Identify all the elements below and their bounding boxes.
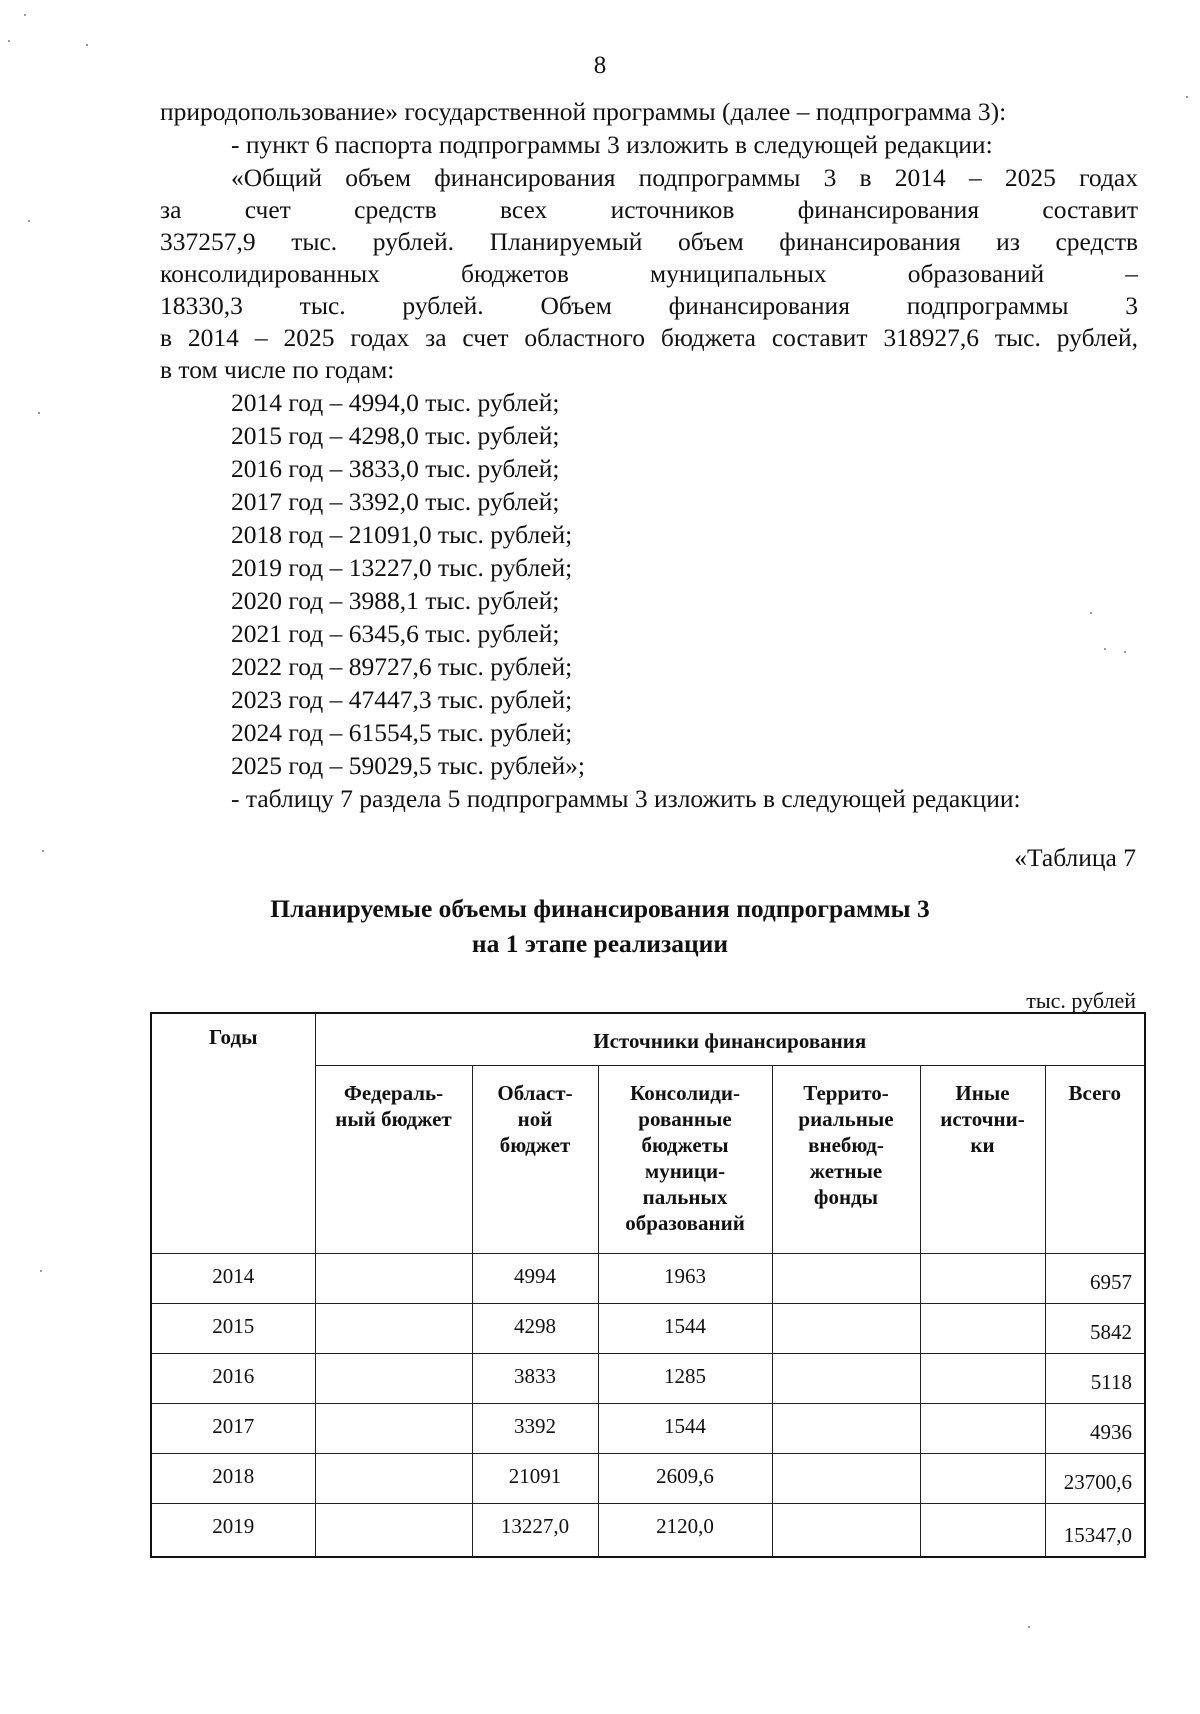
para-line-6: в 2014 – 2025 годах за счет областного бюджета составит 318927,6 тыс. рублей, — [160, 323, 1138, 352]
intro-line: природопользование» государственной программы (далее – подпрограмма 3): — [160, 97, 1007, 126]
table-row — [151, 1503, 1145, 1557]
cell-other — [920, 1303, 1045, 1353]
scan-speck — [28, 220, 30, 222]
year-item: 2025 год – 59029,5 тыс. рублей»; — [231, 751, 585, 780]
header-regional: Област- ной бюджет — [472, 1065, 598, 1253]
table-row — [151, 1353, 1145, 1403]
cell-total: 6957 — [1045, 1253, 1145, 1303]
cell-other — [920, 1403, 1045, 1453]
cell-other — [920, 1453, 1045, 1503]
cell-territorial — [772, 1303, 920, 1353]
cell-regional: 3392 — [472, 1403, 598, 1453]
cell-regional: 13227,0 — [472, 1503, 598, 1557]
para-line-7: в том числе по годам: — [160, 355, 395, 384]
cell-other — [920, 1503, 1045, 1557]
cell-year: 2015 — [151, 1303, 315, 1353]
header-municipal: Консолиди- рованные бюджеты муници- пальных образований — [598, 1065, 772, 1253]
para-line-4: консолидированных бюджетов муниципальных образований – — [160, 259, 1138, 288]
year-item: 2014 год – 4994,0 тыс. рублей; — [231, 388, 560, 417]
cell-municipal: 1544 — [598, 1303, 772, 1353]
header-sources: Источники финансирования — [315, 1013, 1145, 1065]
header-total: Всего — [1045, 1065, 1145, 1253]
financing-table — [150, 1012, 1146, 1558]
cell-municipal: 2120,0 — [598, 1503, 772, 1557]
cell-municipal: 2609,6 — [598, 1453, 772, 1503]
cell-federal — [315, 1453, 472, 1503]
scan-speck — [40, 1270, 42, 1272]
cell-regional: 4298 — [472, 1303, 598, 1353]
cell-total: 15347,0 — [1045, 1503, 1145, 1557]
cell-federal — [315, 1503, 472, 1557]
header-row-1 — [151, 1013, 1145, 1065]
cell-territorial — [772, 1403, 920, 1453]
table-intro: - таблицу 7 раздела 5 подпрограммы 3 изложить в следующей редакции: — [231, 784, 1021, 813]
scan-speck — [86, 44, 88, 46]
scan-speck — [1186, 96, 1188, 98]
cell-total: 5842 — [1045, 1303, 1145, 1353]
cell-other — [920, 1253, 1045, 1303]
para-line-2: за счет средств всех источников финансирования составит — [160, 195, 1138, 224]
cell-federal — [315, 1403, 472, 1453]
cell-year: 2017 — [151, 1403, 315, 1453]
cell-federal — [315, 1253, 472, 1303]
cell-regional: 21091 — [472, 1453, 598, 1503]
scan-speck — [38, 412, 40, 414]
scan-speck — [8, 40, 10, 42]
cell-year: 2019 — [151, 1503, 315, 1557]
year-item: 2017 год – 3392,0 тыс. рублей; — [231, 487, 560, 516]
cell-municipal: 1544 — [598, 1403, 772, 1453]
table-title-line-1: Планируемые объемы финансирования подпрограммы 3 — [270, 894, 930, 923]
year-item: 2022 год – 89727,6 тыс. рублей; — [231, 652, 573, 681]
cell-regional: 4994 — [472, 1253, 598, 1303]
cell-federal — [315, 1303, 472, 1353]
table-row — [151, 1303, 1145, 1353]
cell-territorial — [772, 1503, 920, 1557]
cell-year: 2016 — [151, 1353, 315, 1403]
para-line-5: 18330,3 тыс. рублей. Объем финансирования подпрограммы 3 — [160, 291, 1138, 320]
table-row — [151, 1403, 1145, 1453]
cell-municipal: 1963 — [598, 1253, 772, 1303]
scan-speck — [1090, 612, 1092, 614]
table-title-line-2: на 1 этапе реализации — [471, 929, 729, 958]
cell-year: 2014 — [151, 1253, 315, 1303]
cell-federal — [315, 1353, 472, 1403]
cell-territorial — [772, 1253, 920, 1303]
header-other: Иные источни- ки — [920, 1065, 1045, 1253]
scan-speck — [1104, 648, 1106, 650]
year-item: 2018 год – 21091,0 тыс. рублей; — [231, 520, 573, 549]
cell-year: 2018 — [151, 1453, 315, 1503]
year-item: 2024 год – 61554,5 тыс. рублей; — [231, 718, 573, 747]
cell-total: 5118 — [1045, 1353, 1145, 1403]
para-line-1: «Общий объем финансирования подпрограммы 3 в 2014 – 2025 годах — [231, 163, 1138, 192]
table-label: «Таблица 7 — [1014, 843, 1136, 872]
cell-territorial — [772, 1453, 920, 1503]
page-number: 8 — [593, 52, 607, 79]
header-territorial: Террито- риальные внебюд- жетные фонды — [772, 1065, 920, 1253]
scan-speck — [1028, 1626, 1030, 1628]
cell-municipal: 1285 — [598, 1353, 772, 1403]
scan-speck — [42, 850, 44, 852]
cell-other — [920, 1353, 1045, 1403]
table-row — [151, 1453, 1145, 1503]
scan-speck — [24, 14, 26, 16]
scan-speck — [1124, 651, 1126, 653]
cell-total: 23700,6 — [1045, 1453, 1145, 1503]
year-item: 2023 год – 47447,3 тыс. рублей; — [231, 685, 573, 714]
year-item: 2021 год – 6345,6 тыс. рублей; — [231, 619, 560, 648]
cell-regional: 3833 — [472, 1353, 598, 1403]
header-years: Годы — [151, 1013, 315, 1253]
cell-total: 4936 — [1045, 1403, 1145, 1453]
year-item: 2015 год – 4298,0 тыс. рублей; — [231, 421, 560, 450]
item-line: - пункт 6 паспорта подпрограммы 3 изложить в следующей редакции: — [231, 130, 993, 159]
cell-territorial — [772, 1353, 920, 1403]
para-line-3: 337257,9 тыс. рублей. Планируемый объем финансирования из средств — [160, 227, 1138, 256]
header-federal: Федераль- ный бюджет — [315, 1065, 472, 1253]
year-item: 2016 год – 3833,0 тыс. рублей; — [231, 454, 560, 483]
table-row — [151, 1253, 1145, 1303]
year-item: 2020 год – 3988,1 тыс. рублей; — [231, 586, 560, 615]
year-item: 2019 год – 13227,0 тыс. рублей; — [231, 553, 573, 582]
unit-label: тыс. рублей — [1026, 988, 1136, 1013]
